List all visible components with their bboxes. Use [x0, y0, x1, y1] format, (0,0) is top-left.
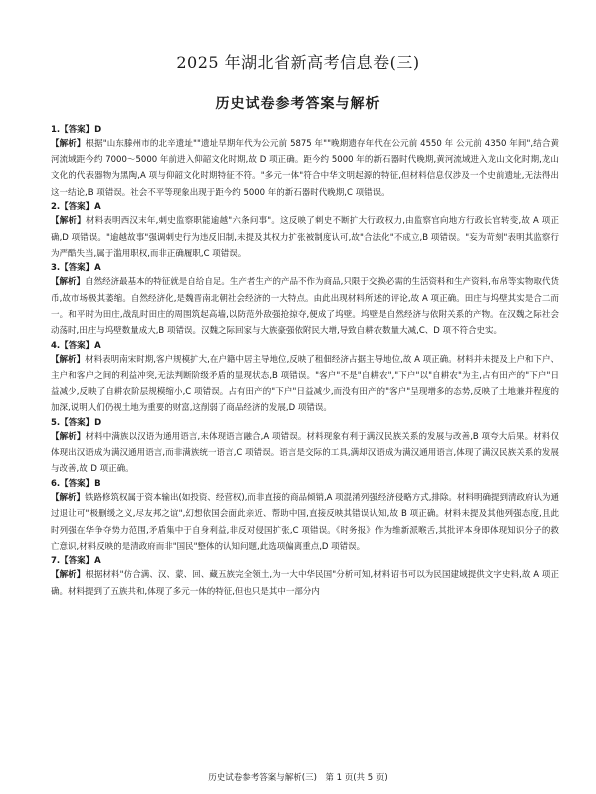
- answer-label: 【答案】: [60, 125, 95, 135]
- analysis-label: 【解析】: [51, 216, 86, 227]
- answer-line: [51, 418, 559, 429]
- answer-choice: A: [94, 263, 101, 274]
- question-number: 7.: [51, 556, 61, 567]
- answer-choice: D: [94, 125, 102, 135]
- analysis-paragraph: [51, 567, 559, 599]
- analysis-paragraph: [51, 352, 559, 417]
- answer-label: 【答案】: [60, 263, 95, 274]
- analysis-text: 根据"山东滕州市的北辛遗址""遗址早期年代为公元前 5875 年""晚期遗存年代在公元前 4550 年 公元前 4350 年间",结合黄河流域距今约 7000～5000 年前进入仰韶文化时期,故 D 项正确。距今约 5000 年的新石器时代晚期,黄河流域进入龙山文化时期,龙山文化的代表器物为黑陶,A 项与仰韶文化时期特征不符。"多元一体"符合中华文明起源的特征,但材料信息仅涉及一个史前遗址,无法得出这一结论,B 项错误。社会不平等现象出现于距今约 5000 年的新石器时代晚期,C 项错误。: [51, 139, 559, 198]
- analysis-paragraph: [51, 490, 559, 555]
- answer-line: [51, 556, 559, 567]
- question-number: 2.: [51, 202, 61, 213]
- question-number: 1.: [51, 125, 61, 135]
- exam-title: 2025 年湖北省新高考信息卷(三): [176, 53, 420, 72]
- answer-choice: A: [94, 556, 101, 567]
- analysis-text: 材料表明南宋时期,客户规模扩大,在户籍中居主导地位,反映了租佃经济占据主导地位,故 A 项正确。材料并未提及上户和下户、主户和客户之间的利益冲突,无法判断阶级矛盾的显现状态,B 项错误。"客户"不是"自耕农","下户"以"自耕农"为主,占有田产的"下户"日益减少,反映了自耕农阶层规模缩小,C 项错误。占有田产的"下户"日益减少,而没有田产的"客户"呈现增多的态势,反映了土地兼并程度的加深,说明人们仍视土地为重要的财富,这削弱了商品经济的发展,D 项错误。: [51, 354, 559, 414]
- document-subtitle: 历史试卷参考答案与解析: [215, 96, 381, 112]
- analysis-label: 【解析】: [51, 432, 86, 443]
- question-item: [51, 263, 559, 339]
- answer-choice: B: [94, 479, 101, 490]
- answer-choice: A: [94, 202, 101, 213]
- answer-choice: D: [94, 418, 102, 429]
- answer-label: 【答案】: [60, 556, 95, 567]
- analysis-paragraph: [51, 213, 559, 262]
- answer-label: 【答案】: [60, 340, 95, 351]
- answer-line: [51, 202, 559, 213]
- question-number: 5.: [51, 418, 61, 429]
- answer-line: [51, 263, 559, 274]
- question-item: [51, 556, 559, 599]
- answer-line: [51, 125, 559, 136]
- analysis-text: 材料中满族以汉语为通用语言,未体现语言融合,A 项错误。材料现象有利于满汉民族关系的发展与改善,B 项夸大后果。材料仅体现出汉语成为满汉通用语言,而非满族统一语言,C 项错误。语言是交际的工具,满却汉语成为满汉通用语言,体现了满汉民族关系的发展与改善,故 D 项正确。: [51, 432, 559, 475]
- question-item: [51, 479, 559, 555]
- question-number: 6.: [51, 479, 61, 490]
- analysis-text: 根据材料"仿合满、汉、蒙、回、藏五族完全领土,为一大中华民国"分析可知,材料诏书可以为民国建域提供文字史料,故 A 项正确。材料提到了五族共和,体现了多元一体的特征,但也只是其中一部分内: [51, 570, 559, 597]
- analysis-label: 【解析】: [51, 277, 86, 288]
- analysis-paragraph: [51, 274, 559, 339]
- question-item: [51, 202, 559, 262]
- answers-list: [51, 125, 559, 601]
- analysis-text: 铁路修筑权属于资本输出(如投资、经营权),而非直接的商品倾销,A 项混淆列强经济侵略方式,排除。材料明确提到清政府认为通过退让可"极删缓之义,尽友邦之谊",幻想依国会面此亲近、帮助中国,直接反映其错误认知,故 B 项正确。材料未提及其他列强态度,且此时列强在华争夺势力范围,矛盾集中于自身利益,非反对侵国扩张,C 项错误。《时务报》作为维新派喉舌,其批评本身即体现知识分子的救亡意识,材料反映的是清政府而非"国民"整体的认知问题,此选项偏离重点,D 项错误。: [51, 493, 559, 552]
- analysis-label: 【解析】: [51, 354, 86, 365]
- analysis-label: 【解析】: [51, 493, 86, 504]
- answer-line: [51, 479, 559, 490]
- analysis-paragraph: [51, 429, 559, 478]
- question-item: [51, 341, 559, 417]
- question-number: 3.: [51, 263, 61, 274]
- analysis-text: 材料表明西汉末年,刺史监察职能逾越"六条问事"。这反映了刺史不断扩大行政权力,由监察官向地方行政长官转变,故 A 项正确,D 项错误。"逾越故事"强调刺史行为违反旧制,未提及其权力扩张被制度认可,故"合法化"不成立,B 项错误。"妄为苛刻"表明其监察行为严酷失当,属于滥用职权,而非正确履职,C 项错误。: [51, 216, 559, 259]
- answer-label: 【答案】: [60, 418, 95, 429]
- question-item: [51, 125, 559, 201]
- answer-choice: A: [94, 340, 101, 351]
- answer-line: [51, 341, 559, 352]
- answer-label: 【答案】: [60, 479, 95, 490]
- analysis-label: 【解析】: [51, 139, 86, 149]
- analysis-paragraph: [51, 136, 559, 201]
- analysis-label: 【解析】: [51, 570, 86, 581]
- answer-label: 【答案】: [60, 202, 95, 213]
- page-footer: 历史试卷参考答案与解析(三) 第 1 页(共 5 页): [208, 773, 388, 783]
- analysis-text: 自然经济最基本的特征就是自给自足。生产者生产的产品不作为商品,只限于交换必需的生活资料和生产资料,布帛等实物取代货币,故市场极其萎缩。自然经济化,是魏晋南北朝社会经济的一大特点。由此出现材料所述的评论,故 A 项正确。田庄与坞壁其实是合二而一。和平时为田庄,战乱时田庄的周围筑起高墙,以防范外敌强抢掠夺,便成了坞壁。坞壁是自然经济与依附关系的产物。在汉魏之际社会动荡时,田庄与坞壁数量成大,B 项错误。汉魏之际回家与大族豪强依附民大增,导致自耕农数量大减,C、D 项不符合史实。: [51, 277, 559, 337]
- question-item: [51, 418, 559, 478]
- question-number: 4.: [51, 340, 61, 351]
